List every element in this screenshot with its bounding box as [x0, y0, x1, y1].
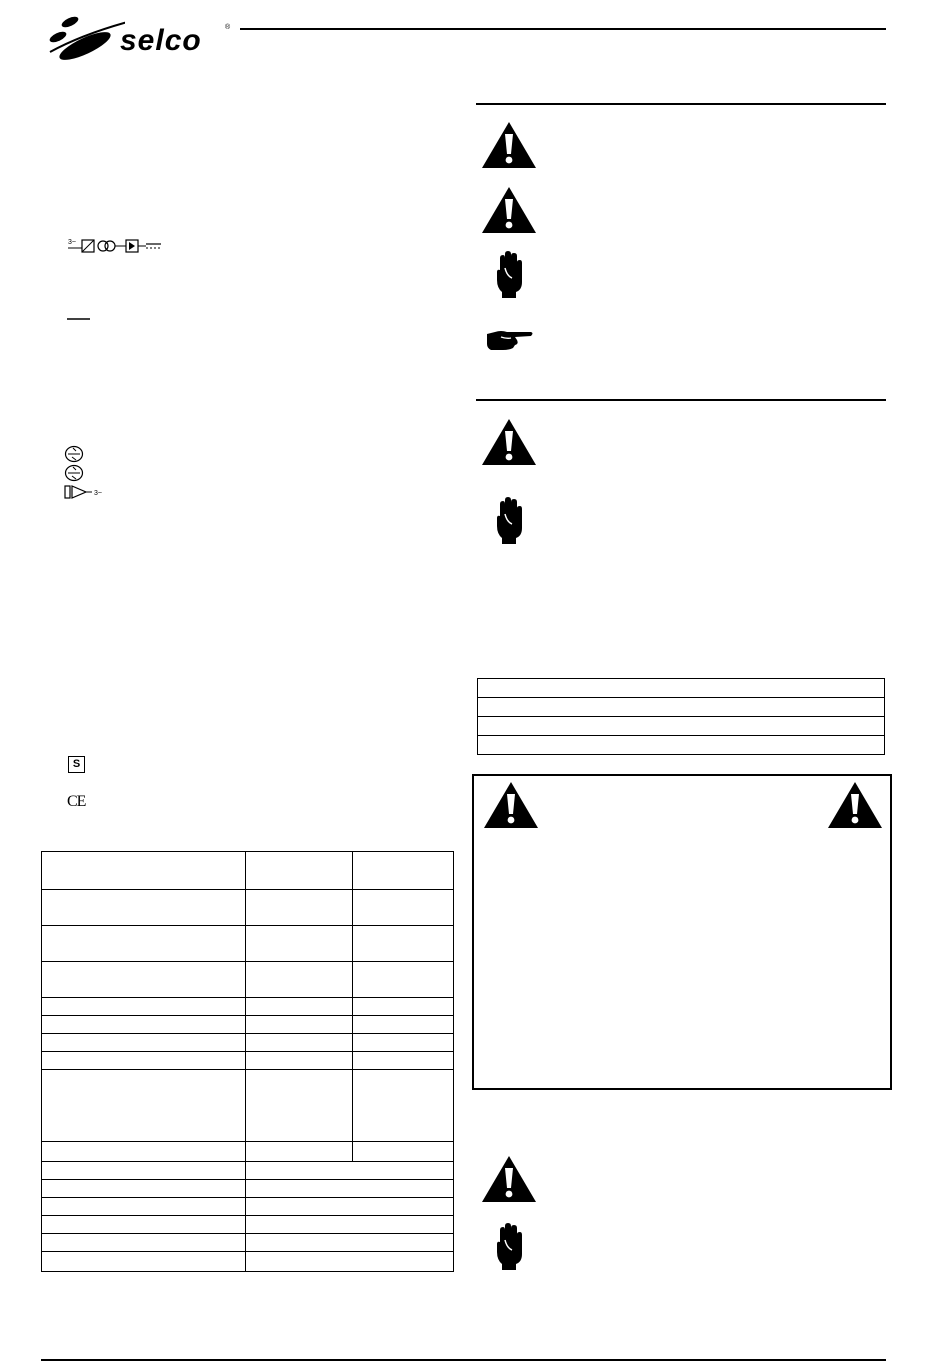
- table-row: [478, 736, 885, 755]
- ce-mark-label: CE: [67, 793, 86, 810]
- table-row: [42, 998, 454, 1016]
- s-mark-label: S: [72, 758, 81, 770]
- table-row: [42, 890, 454, 926]
- three-phase-label: 3~: [94, 490, 102, 497]
- table-row: [42, 1034, 454, 1052]
- table-row: [42, 1142, 454, 1162]
- table-row: [42, 926, 454, 962]
- warning-triangle-icon: [482, 780, 540, 830]
- dc-current-underline-icon: [66, 313, 92, 325]
- s-mark-symbol-icon: [68, 756, 85, 773]
- warning-triangle-icon: [480, 120, 538, 170]
- table-row: [42, 1162, 454, 1180]
- table-row: [42, 1234, 454, 1252]
- table-row: [42, 1180, 454, 1198]
- registered-mark: ®: [225, 24, 231, 31]
- warning-triangle-icon: [480, 185, 538, 235]
- three-phase-motor-icon: [64, 484, 114, 500]
- selco-swoosh-icon: [40, 10, 125, 60]
- table-row: [478, 717, 885, 736]
- stop-hand-icon: [494, 1222, 524, 1272]
- brand-logo: [40, 10, 240, 60]
- small-table: [477, 678, 885, 755]
- earth-rotating-circle-icon: [64, 445, 84, 463]
- spec-table: [41, 851, 454, 1272]
- table-row: [478, 698, 885, 717]
- warning-triangle-icon: [480, 1154, 538, 1204]
- table-row: [42, 1016, 454, 1034]
- brand-name: selco: [120, 24, 202, 57]
- header-rule: [240, 28, 886, 30]
- table-row: [42, 1216, 454, 1234]
- table-row: [42, 1052, 454, 1070]
- inverter-block-diagram-icon: [68, 236, 168, 256]
- section-rule-middle: [476, 399, 886, 401]
- warning-triangle-icon: [480, 417, 538, 467]
- table-row: [42, 962, 454, 998]
- table-row: [42, 852, 454, 890]
- table-row: [42, 1198, 454, 1216]
- pointing-hand-icon: [485, 328, 535, 352]
- table-row: [478, 679, 885, 698]
- earth-rotating-circle-icon: [64, 464, 84, 482]
- warning-triangle-icon: [826, 780, 884, 830]
- ce-mark-icon: [67, 793, 85, 811]
- stop-hand-icon: [494, 250, 524, 300]
- stop-hand-icon: [494, 496, 524, 546]
- table-row: [42, 1070, 454, 1142]
- footer-rule: [41, 1359, 886, 1361]
- table-row: [42, 1252, 454, 1272]
- section-rule-top: [476, 103, 886, 105]
- svg-text:3~: 3~: [68, 239, 76, 246]
